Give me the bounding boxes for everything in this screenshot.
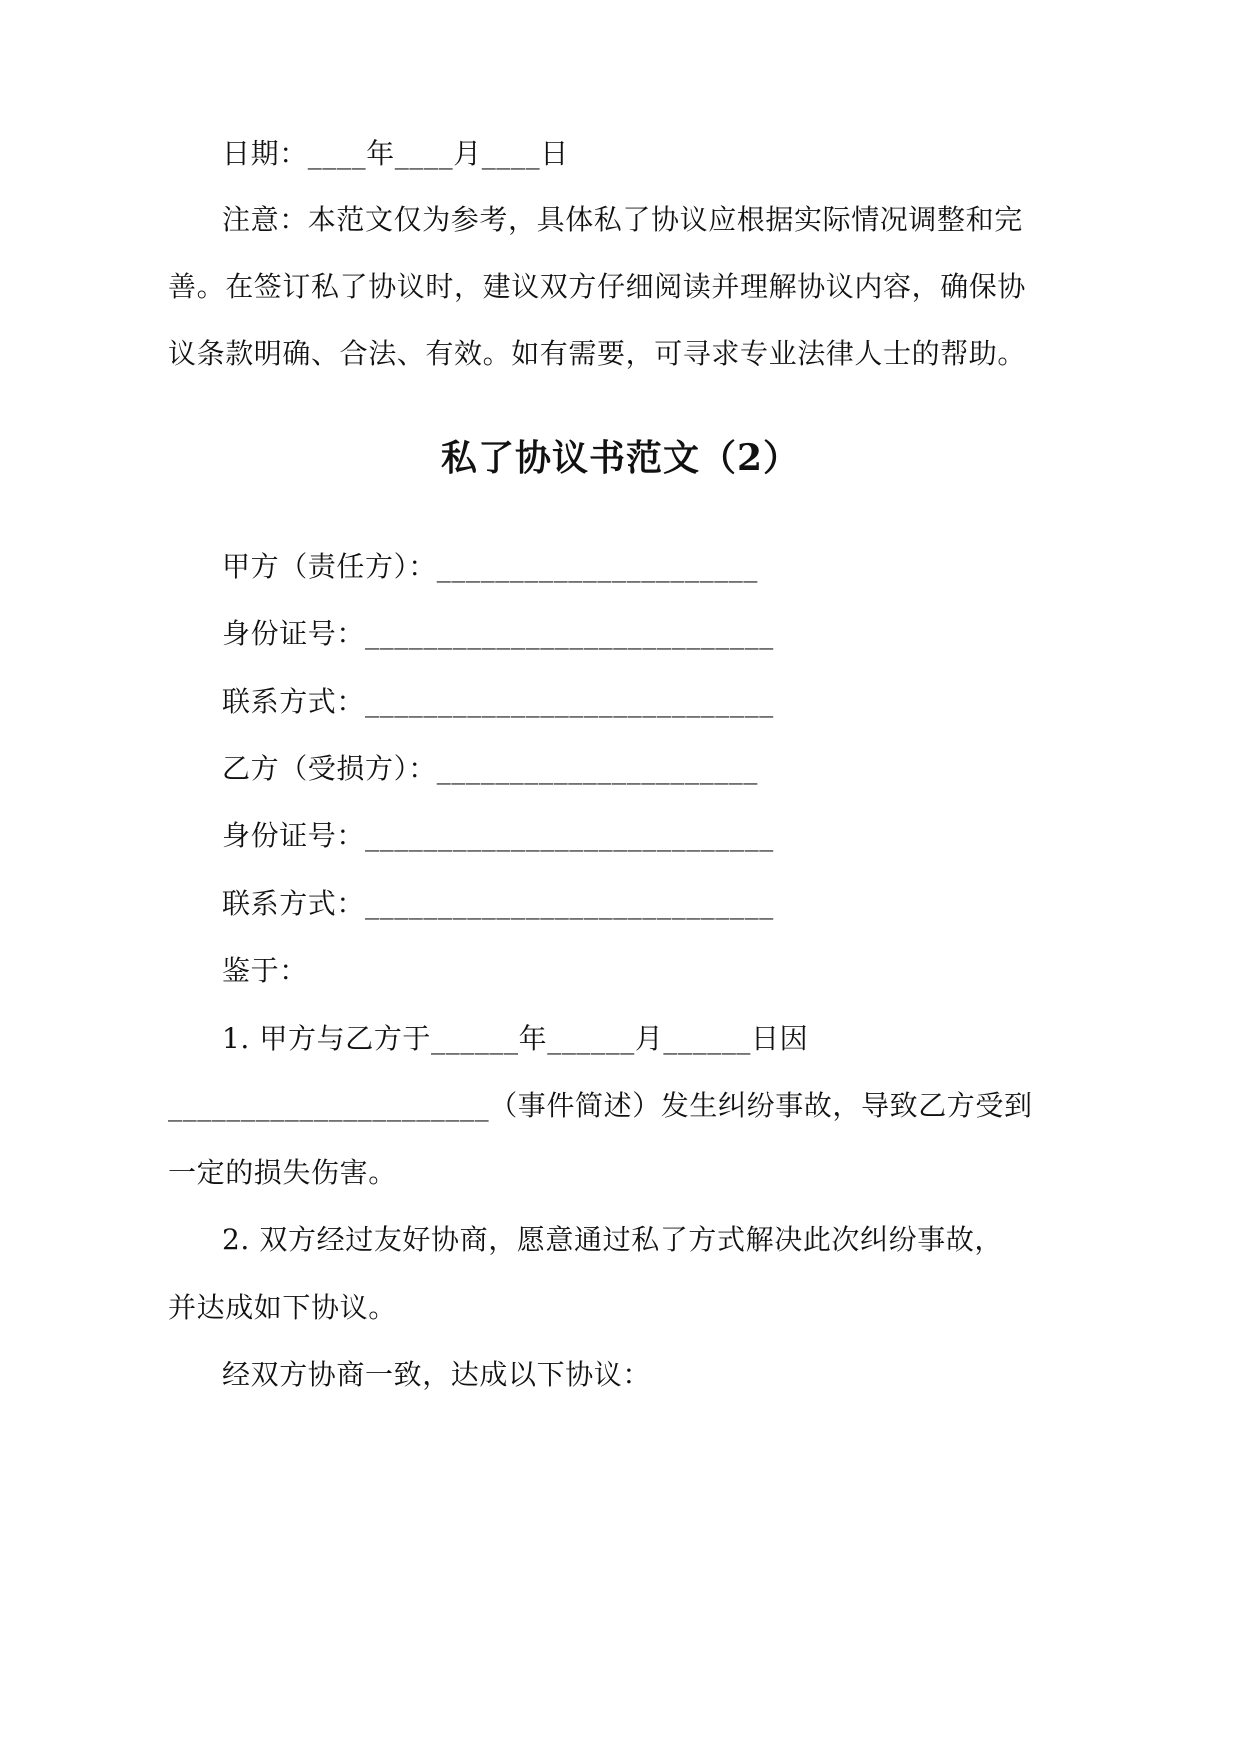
party-b-name-field: 乙方（受损方）：______________________	[222, 752, 759, 785]
note-line-2: 善。在签订私了协议时，建议双方仔细阅读并理解协议内容，确保协	[168, 270, 1027, 303]
party-b-contact-field: 联系方式：____________________________	[222, 887, 774, 920]
document-title: 私了协议书范文（2）	[440, 437, 801, 479]
item-1-line-2: ______________________（事件简述）发生纠纷事故，导致乙方受到	[168, 1089, 1033, 1122]
item-2-line-1: 2. 双方经过友好协商，愿意通过私了方式解决此次纠纷事故，	[222, 1223, 1004, 1256]
party-b-id-field: 身份证号：____________________________	[222, 819, 774, 852]
item-1-line-1: 1. 甲方与乙方于______年______月______日因	[222, 1022, 809, 1055]
party-a-contact-field: 联系方式：____________________________	[222, 685, 774, 718]
agreement-intro: 经双方协商一致，达成以下协议：	[222, 1358, 652, 1391]
note-line-3: 议条款明确、合法、有效。如有需要，可寻求专业法律人士的帮助。	[168, 337, 1027, 370]
party-a-id-field: 身份证号：____________________________	[222, 617, 774, 650]
item-2-line-2: 并达成如下协议。	[168, 1291, 397, 1324]
party-a-name-field: 甲方（责任方）：______________________	[222, 550, 759, 583]
date-line: 日期：____年____月____日	[222, 137, 569, 170]
whereas-label: 鉴于：	[222, 954, 308, 987]
item-1-line-3: 一定的损失伤害。	[168, 1156, 397, 1189]
note-line-1: 注意：本范文仅为参考，具体私了协议应根据实际情况调整和完	[222, 203, 1023, 236]
